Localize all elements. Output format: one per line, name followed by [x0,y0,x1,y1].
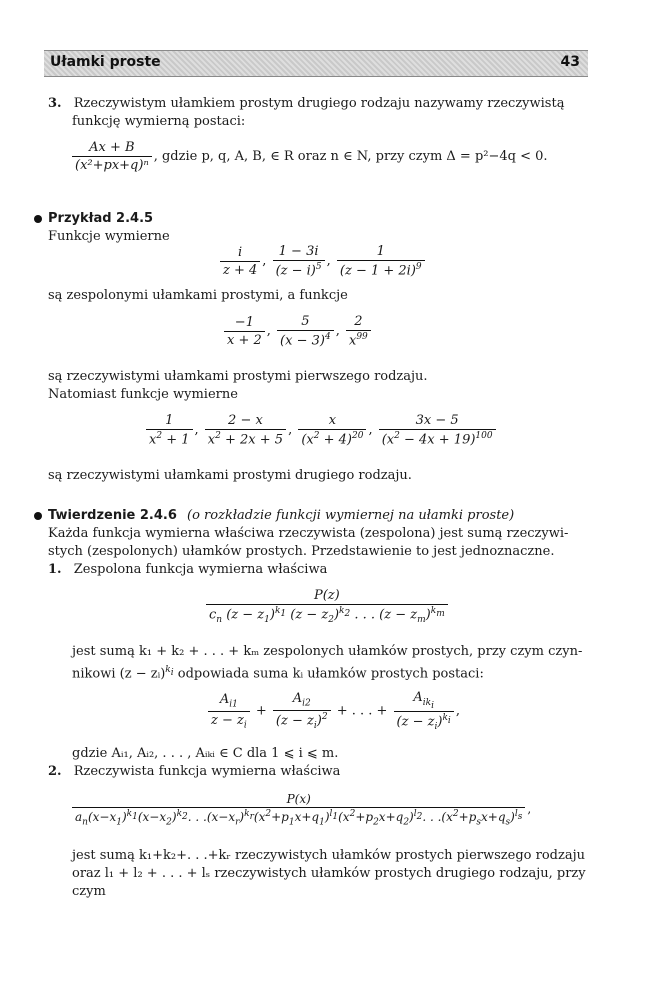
theorem-line1: Każda funkcja wymierna właściwa rzeczywista (zespolona) jest sumą rzeczywi- [48,526,569,541]
theorem-formula-real: P(x) $a_n(x-x_1)^{k_1}(x-x_2)^{k_2}$. . $.(x-x_r)^{k_r}(x^2+p_1x+q_1)^{l_1}(x^2+p_2x+q_2)^{l_2}$. . $.(x^2+p_sx+q_s)^{l_s}$ , [70,792,531,827]
theorem-subtitle: (o rozkładzie funkcji wymiernej na ułamki proste) [187,508,515,523]
example-title: Przykład 2.4.5 [48,211,154,226]
theorem-item2-line4: czym [72,884,106,899]
theorem-item1-line2: jest sumą k₁ + k₂ + . . . + kₘ zespolonych ułamków prostych, przy czym czyn- [72,644,583,659]
theorem-line2: stych (zespolonych) ułamków prostych. Przedstawienie to jest jednoznaczne. [48,544,555,559]
item3-line2: funkcję wymierną postaci: [72,114,246,129]
example-bullet [34,215,42,223]
example-formula-complex: $\frac{i}{z + 4}$ , $\frac{1 - 3i}{(z - i)^5}$ , $\frac{1}{(z - 1 + 2i)^9}$ [218,244,427,278]
example-line4: Natomiast funkcje wymierne [48,387,238,402]
theorem-bullet [34,512,42,520]
theorem-item1-line3: nikowi (z − zᵢ)$^{k_i}$ odpowiada suma kᵢ ułamków prostych postaci: [72,665,484,682]
example-line3: są rzeczywistymi ułamkami prostymi pierwszego rodzaju. [48,369,428,384]
page-number: 43 [560,54,580,70]
theorem-item2-line2: jest sumą k₁+k₂+. . .+kᵣ rzeczywistych ułamków prostych pierwszego rodzaju [72,848,585,863]
theorem-formula-complex: $\frac{P(z)}{c_n (z - z_1)^{k_1} (z - z_2)^{k_2} . . . (z - z_m)^{k_m}}$ [204,588,450,625]
theorem-item2-line1: 2. Rzeczywista funkcja wymierna właściwa [48,764,341,779]
example-formula-real2: $\frac{1}{x^2 + 1}$ , $\frac{2 - x}{x^2 + 2x + 5}$ , $\frac{x}{(x^2 + 4)^{20}}$ , $\frac{3x - 5}{(x^2 - 4x + 19)^{100}}$ [144,413,498,447]
theorem-item2-line3: oraz l₁ + l₂ + . . . + lₛ rzeczywistych ułamków prostych drugiego rodzaju, przy [72,866,586,881]
theorem-item1-line4: gdzie Aᵢ₁, Aᵢ₂, . . . , Aᵢₖᵢ ∈ C dla 1 ⩽ i ⩽ m. [72,746,339,761]
theorem-title: Twierdzenie 2.4.6 [48,508,177,523]
theorem-item1-line1: 1. Zespolona funkcja wymierna właściwa [48,562,328,577]
example-line1: Funkcje wymierne [48,229,170,244]
section-title: Ułamki proste [50,54,161,70]
theorem-partial-fractions: $\frac{A_{i1}}{z - z_i}$ + $\frac{A_{i2}}{(z - z_i)^2}$ + . . . + $\frac{A_{ik_i}}{(z - z_i)^{k_i}}$ , [206,690,460,732]
example-formula-real1: $\frac{-1}{x + 2}$ , $\frac{5}{(x - 3)^4}$ , $\frac{2}{x^{99}}$ [222,314,373,348]
item3-line1: 3. Rzeczywistym ułamkiem prostym drugiego rodzaju nazywamy rzeczywistą [48,96,565,111]
example-line5: są rzeczywistymi ułamkami prostymi drugiego rodzaju. [48,468,412,483]
item3-formula: $\frac{Ax + B}{\text{(x²+px+q)ⁿ}}$ , gdzie p, q, A, B, ∈ R oraz n ∈ N, przy czym Δ = p²−4q < 0. [70,140,548,173]
example-line2: są zespolonymi ułamkami prostymi, a funkcje [48,288,348,303]
theorem-heading [48,508,514,524]
page-header [44,50,588,77]
